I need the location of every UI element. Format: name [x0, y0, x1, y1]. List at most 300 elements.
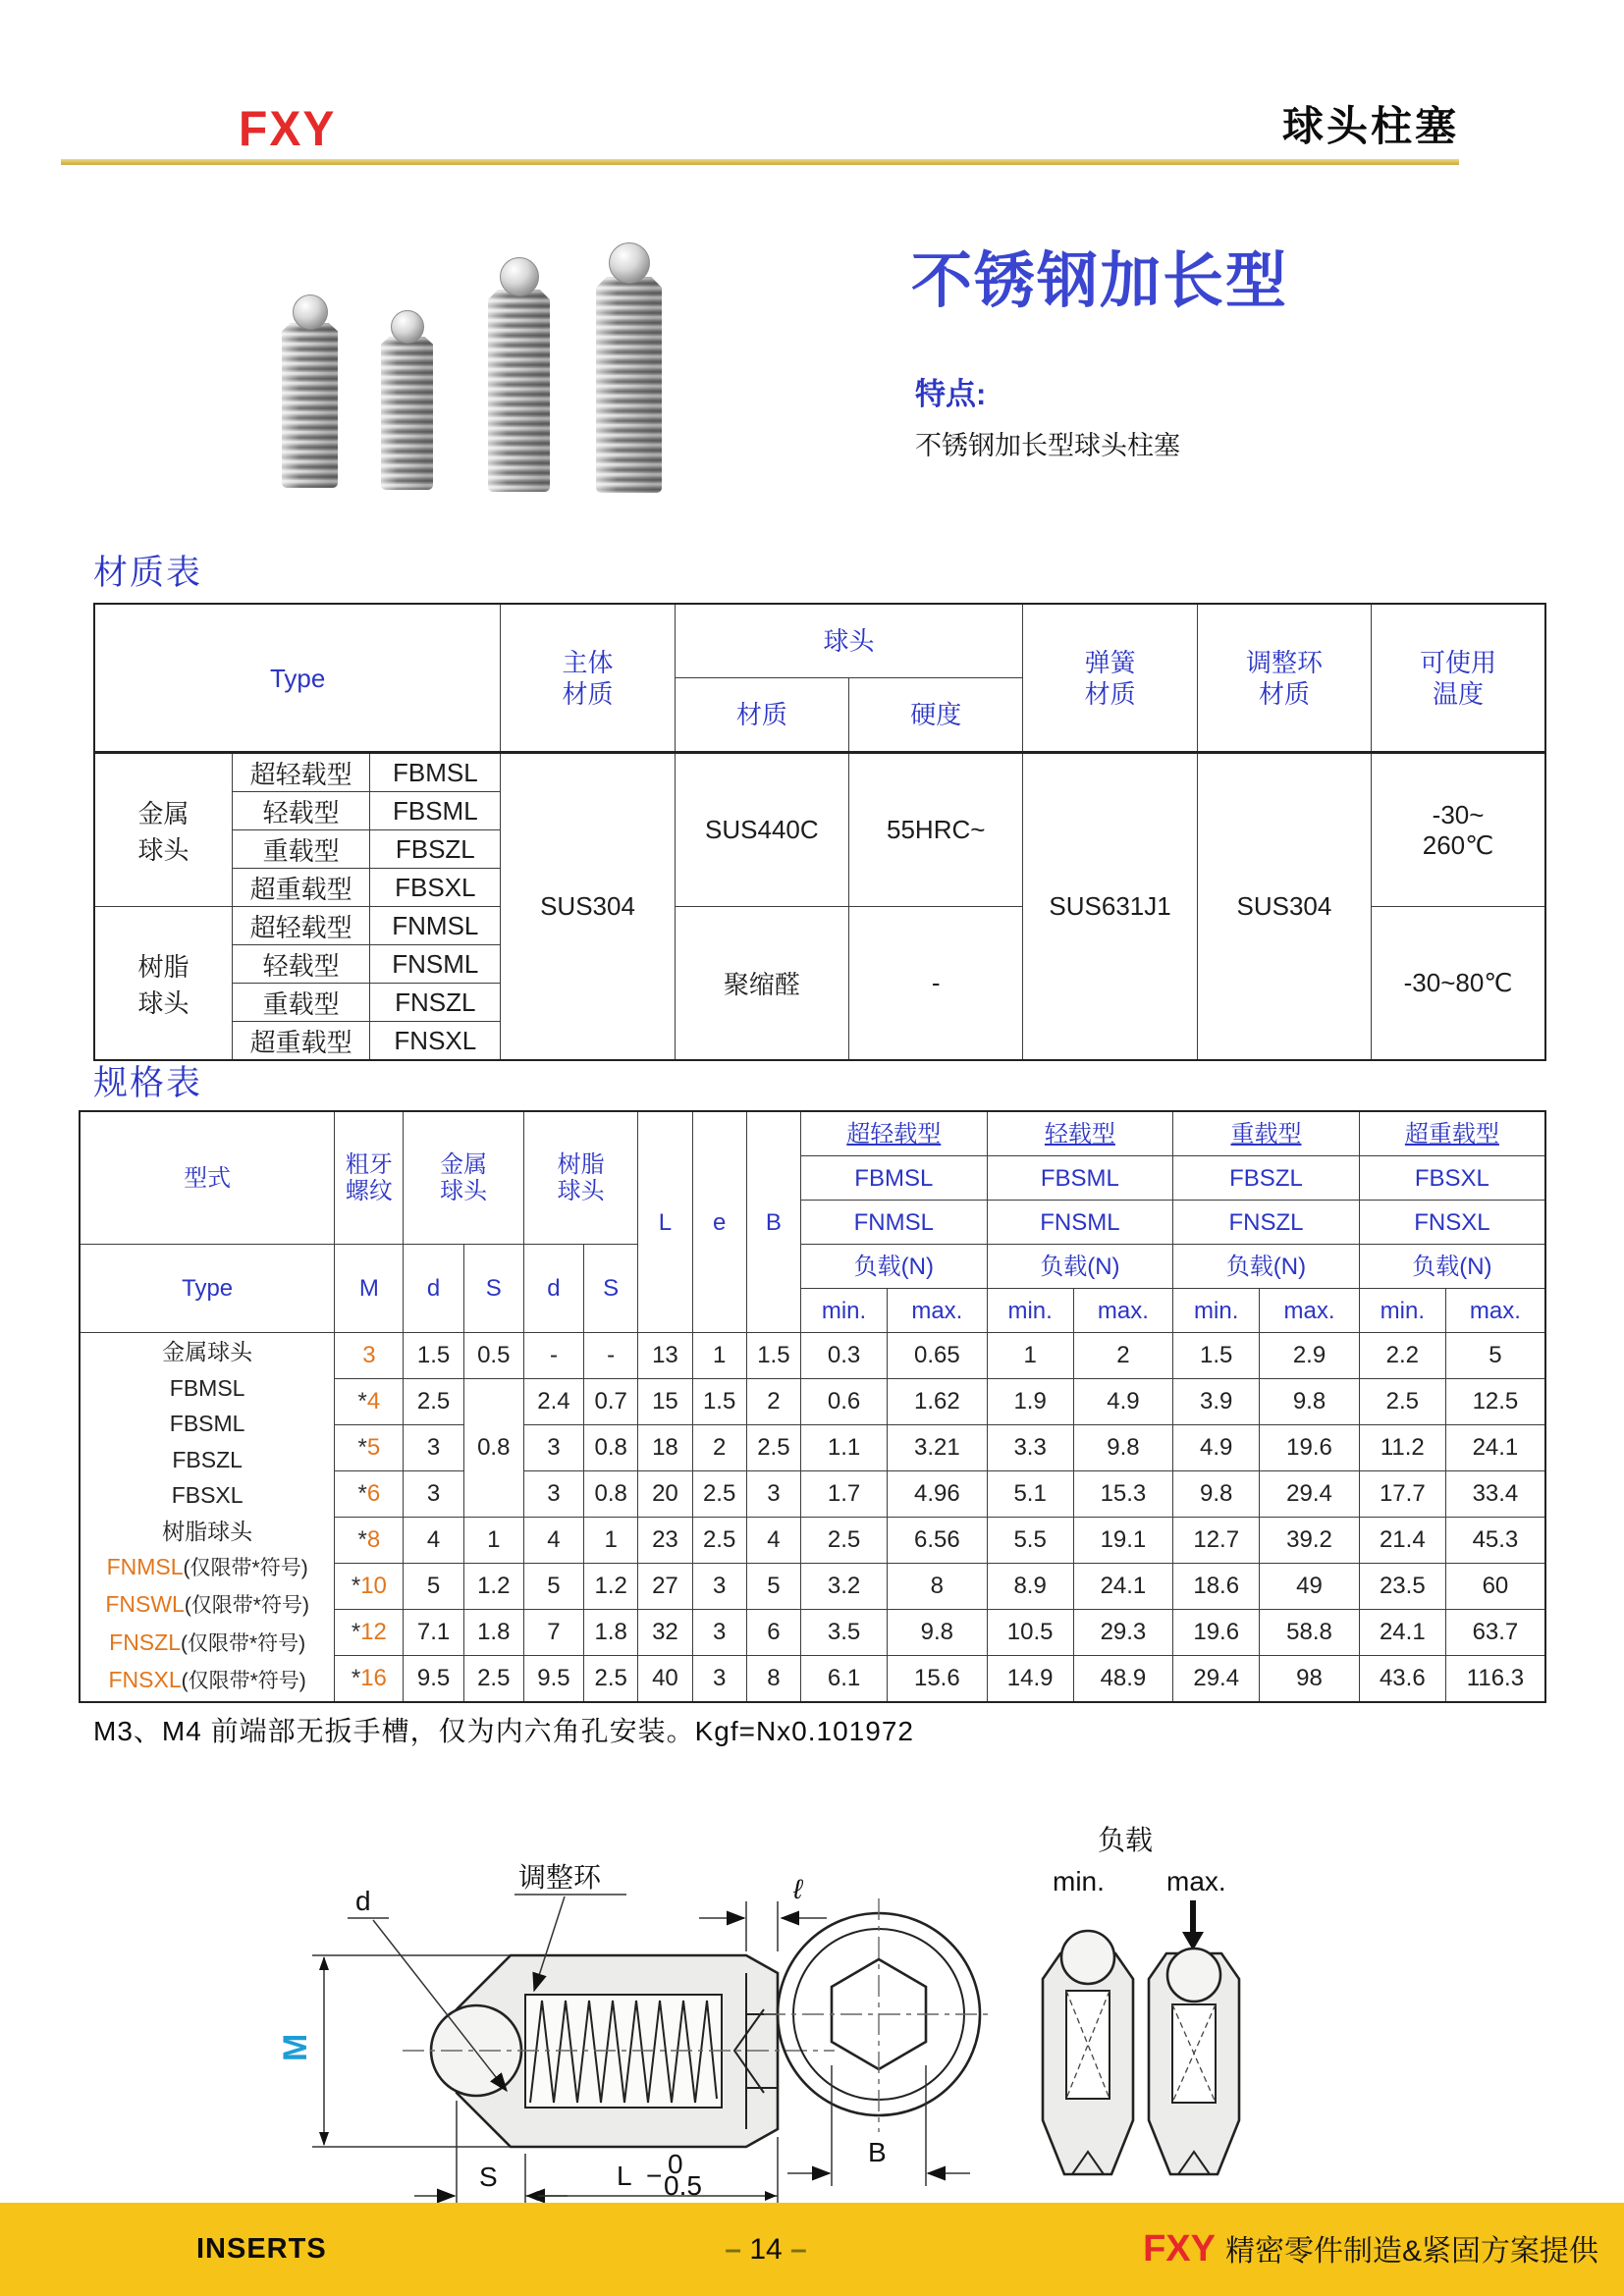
product-title: 不锈钢加长型 — [911, 247, 1289, 315]
cell: 6.1 — [801, 1656, 888, 1703]
label: 球头 — [557, 1178, 605, 1204]
cell: FNSZL — [370, 984, 501, 1022]
model-name: FNMSL — [106, 1553, 184, 1579]
header-cell-M: M — [335, 1245, 404, 1333]
header-cell-resin-ball — [523, 1111, 637, 1245]
header-cell-fn-model: FNSML — [987, 1201, 1173, 1245]
screw-ball — [500, 257, 539, 296]
cell: 3.5 — [801, 1610, 888, 1656]
header-cell-e: e — [692, 1111, 746, 1333]
label: FBSXL — [171, 1482, 244, 1509]
cell: 43.6 — [1359, 1656, 1445, 1703]
product-photo-screw-2 — [381, 310, 433, 490]
header-cell-metal-ball — [404, 1111, 523, 1245]
label — [81, 1549, 334, 1586]
label: 调整环 — [1245, 647, 1323, 677]
technical-drawing — [226, 1808, 1316, 2240]
cell: 19.6 — [1260, 1425, 1360, 1471]
cell: 60 — [1445, 1564, 1545, 1610]
cell: 18 — [638, 1425, 692, 1471]
cell: 24.1 — [1359, 1610, 1445, 1656]
m-value: 8 — [366, 1526, 381, 1553]
cell: 2.2 — [1359, 1333, 1445, 1379]
cell: 2.4 — [523, 1379, 583, 1425]
page-number-value: 14 — [749, 2233, 783, 2266]
cell: FBSZL — [370, 830, 501, 869]
cell: 116.3 — [1445, 1656, 1545, 1703]
label: 树脂 — [557, 1151, 605, 1178]
header-cell-temp — [1372, 604, 1545, 753]
cell: 2 — [1073, 1333, 1173, 1379]
cell: 23.5 — [1359, 1564, 1445, 1610]
cell: 18.6 — [1173, 1564, 1260, 1610]
cell: 0.65 — [888, 1333, 988, 1379]
label: 金属 — [440, 1151, 488, 1178]
cell: 29.3 — [1073, 1610, 1173, 1656]
cell-m — [335, 1518, 404, 1564]
model-name: FNSZL — [109, 1629, 181, 1655]
cell-ring-material: SUS304 — [1197, 753, 1371, 1061]
dash: – — [790, 2233, 807, 2266]
label: -30~ — [1432, 799, 1485, 829]
star-mark: * — [351, 1665, 361, 1691]
header-cell-load: 负载(N) — [987, 1245, 1173, 1289]
table-row — [80, 1333, 1545, 1379]
label: 球头 — [137, 834, 189, 865]
cell: 0.6 — [801, 1379, 888, 1425]
header-cell-spring — [1023, 604, 1197, 753]
header-cell-group-3: 重载型 — [1173, 1111, 1360, 1156]
model-note: (仅限带*符号) — [180, 1631, 306, 1655]
cell-ball-hardness-resin: - — [849, 907, 1023, 1061]
cell: - — [584, 1333, 638, 1379]
cell-body-material: SUS304 — [501, 753, 675, 1061]
cell: 1 — [463, 1518, 523, 1564]
header-cell-d: d — [523, 1245, 583, 1333]
cell: 17.7 — [1359, 1471, 1445, 1518]
cell: 5 — [523, 1564, 583, 1610]
m-value: 12 — [360, 1619, 387, 1645]
cell: 3 — [746, 1471, 800, 1518]
cell: - — [523, 1333, 583, 1379]
header-cell-min: min. — [801, 1289, 888, 1333]
cell-m — [335, 1333, 404, 1379]
spec-section-heading: 规格表 — [93, 1064, 203, 1102]
cell: 21.4 — [1359, 1518, 1445, 1564]
page-title: 球头柱塞 — [1281, 103, 1459, 149]
cell-type-list — [80, 1333, 335, 1703]
cell: 3 — [523, 1471, 583, 1518]
cell: 19.6 — [1173, 1610, 1260, 1656]
footer-category: INSERTS — [196, 2233, 327, 2265]
m-value: 4 — [366, 1388, 381, 1415]
header-cell-fb-model: FBSML — [987, 1156, 1173, 1201]
dim-tol-bottom: 0.5 — [664, 2170, 702, 2201]
cell: 2.5 — [1359, 1379, 1445, 1425]
star-mark: * — [357, 1526, 367, 1553]
cell: 重载型 — [232, 984, 369, 1022]
header-cell-min: min. — [1359, 1289, 1445, 1333]
cell: 15 — [638, 1379, 692, 1425]
dim-label-d: d — [355, 1886, 371, 1916]
cell: 0.8 — [584, 1425, 638, 1471]
model-note: (仅限带*符号) — [184, 1594, 309, 1618]
cell: 2 — [746, 1379, 800, 1425]
model-note: (仅限带*符号) — [183, 1556, 308, 1579]
cell: 15.3 — [1073, 1471, 1173, 1518]
cell: 5.1 — [987, 1471, 1073, 1518]
label: 材质 — [562, 678, 614, 709]
cell: 超重载型 — [232, 869, 369, 907]
header-cell-max: max. — [1073, 1289, 1173, 1333]
product-photo-screw-3 — [488, 257, 550, 492]
header-cell-thread — [335, 1111, 404, 1245]
header-cell-S: S — [463, 1245, 523, 1333]
cell: 24.1 — [1073, 1564, 1173, 1610]
cell: 2.5 — [801, 1518, 888, 1564]
cell: 12.7 — [1173, 1518, 1260, 1564]
cell: 超重载型 — [232, 1022, 369, 1061]
cell: 轻载型 — [232, 792, 369, 830]
label: 树脂 — [137, 951, 189, 982]
cell: 19.1 — [1073, 1518, 1173, 1564]
screw-body — [282, 323, 338, 488]
cell: 1 — [692, 1333, 746, 1379]
page-number — [687, 2203, 844, 2296]
header-cell-fb-model: FBSXL — [1359, 1156, 1545, 1201]
cell: 27 — [638, 1564, 692, 1610]
cell: FBSXL — [370, 869, 501, 907]
star-mark: * — [357, 1434, 367, 1461]
screw-ball — [391, 310, 424, 344]
header-divider — [61, 159, 1459, 165]
header-cell-type: Type — [94, 604, 501, 753]
cell: 4 — [523, 1518, 583, 1564]
cell: 8.9 — [987, 1564, 1073, 1610]
header-cell-load: 负载(N) — [1173, 1245, 1360, 1289]
spec-table — [79, 1110, 1546, 1703]
label: 温度 — [1433, 678, 1485, 709]
dim-label-B: B — [868, 2137, 887, 2167]
cell: 20 — [638, 1471, 692, 1518]
header-cell-group-1: 超轻载型 — [801, 1111, 988, 1156]
cell: FNMSL — [370, 907, 501, 945]
cell: 8 — [888, 1564, 988, 1610]
m-value: 10 — [360, 1573, 387, 1599]
label: 树脂球头 — [162, 1518, 253, 1544]
cell: 32 — [638, 1610, 692, 1656]
label: FBSZL — [172, 1446, 243, 1472]
screw-ball — [609, 242, 650, 284]
label: 螺纹 — [345, 1178, 393, 1204]
cell: 9.8 — [1173, 1471, 1260, 1518]
header-cell-type: Type — [80, 1245, 335, 1333]
cell: 1 — [584, 1518, 638, 1564]
cell: 15.6 — [888, 1656, 988, 1703]
model-name: FNSXL — [108, 1667, 182, 1693]
label: FBMSL — [169, 1374, 245, 1401]
cell: 98 — [1260, 1656, 1360, 1703]
cell-temp-metal — [1372, 753, 1545, 907]
cell: 4.96 — [888, 1471, 988, 1518]
cell: 13 — [638, 1333, 692, 1379]
cell-m — [335, 1656, 404, 1703]
cell: 5 — [404, 1564, 463, 1610]
cell: 14.9 — [987, 1656, 1073, 1703]
header-cell-S: S — [584, 1245, 638, 1333]
cell: 1.2 — [584, 1564, 638, 1610]
cell: 3.21 — [888, 1425, 988, 1471]
cell: 1.5 — [746, 1333, 800, 1379]
header-cell-max: max. — [888, 1289, 988, 1333]
cell: 1.1 — [801, 1425, 888, 1471]
screw-body — [381, 337, 433, 490]
cell: 3 — [523, 1425, 583, 1471]
dim-label-ell: ℓ — [793, 1874, 803, 1904]
cell-m — [335, 1471, 404, 1518]
cell: 24.1 — [1445, 1425, 1545, 1471]
star-mark: * — [351, 1619, 361, 1645]
header-cell-load: 负载(N) — [1359, 1245, 1545, 1289]
cell: 0.8 — [463, 1379, 523, 1518]
cell: 58.8 — [1260, 1610, 1360, 1656]
cell: 12.5 — [1445, 1379, 1545, 1425]
label: 弹簧 — [1084, 647, 1136, 677]
cell: 9.5 — [404, 1656, 463, 1703]
cell: 29.4 — [1173, 1656, 1260, 1703]
cell: 1.5 — [404, 1333, 463, 1379]
label: 材质 — [1084, 678, 1136, 709]
cell: 5.5 — [987, 1518, 1073, 1564]
cell: FBSML — [370, 792, 501, 830]
cell: 2.5 — [584, 1656, 638, 1703]
header-cell-group-2: 轻载型 — [987, 1111, 1173, 1156]
cell: 33.4 — [1445, 1471, 1545, 1518]
label: 材质 — [1258, 678, 1310, 709]
cell: 1.9 — [987, 1379, 1073, 1425]
cell: 2.9 — [1260, 1333, 1360, 1379]
cell: 40 — [638, 1656, 692, 1703]
cell: 3 — [692, 1656, 746, 1703]
cell: 29.4 — [1260, 1471, 1360, 1518]
cell: 3 — [692, 1564, 746, 1610]
cell: 11.2 — [1359, 1425, 1445, 1471]
cell-spring-material: SUS631J1 — [1023, 753, 1197, 1061]
cell: 2.5 — [404, 1379, 463, 1425]
cell: 3 — [404, 1471, 463, 1518]
footer-slogan: 精密零件制造&紧固方案提供 — [1224, 2235, 1598, 2268]
dim-label-S: S — [479, 2162, 498, 2192]
cell: 4 — [746, 1518, 800, 1564]
features-label: 特点: — [915, 377, 987, 411]
load-label: 负载 — [1098, 1825, 1154, 1855]
cell: 1.5 — [1173, 1333, 1260, 1379]
cell: 3.3 — [987, 1425, 1073, 1471]
dim-label-ring: 调整环 — [518, 1862, 602, 1893]
label — [81, 1586, 334, 1624]
cell: 2.5 — [746, 1425, 800, 1471]
label: 主体 — [562, 647, 614, 677]
label: 金属 — [137, 798, 189, 828]
cell: FNSXL — [370, 1022, 501, 1061]
cell: 超轻载型 — [232, 753, 369, 792]
dim-tol-top: 0 — [668, 2149, 683, 2179]
star-mark: * — [351, 1573, 361, 1599]
model-note: (仅限带*符号) — [181, 1670, 306, 1693]
cell: 6 — [746, 1610, 800, 1656]
header-cell-fn-model: FNSXL — [1359, 1201, 1545, 1245]
header-cell-L: L — [638, 1111, 692, 1333]
cell-category-metal — [94, 753, 232, 907]
dash: – — [725, 2233, 741, 2266]
cell-ball-material-metal: SUS440C — [675, 753, 848, 907]
footnote: M3、M4 前端部无扳手槽，仅为内六角孔安装。Kgf=Nx0.101972 — [93, 1716, 914, 1746]
header-cell-fb-model: FBMSL — [801, 1156, 988, 1201]
cell: 0.5 — [463, 1333, 523, 1379]
cell: 3 — [692, 1610, 746, 1656]
table-row — [94, 753, 1545, 792]
cell: 1.5 — [692, 1379, 746, 1425]
dim-label-L: L — [617, 2161, 632, 2191]
header-cell-min: min. — [987, 1289, 1073, 1333]
cell: 8 — [746, 1656, 800, 1703]
cell: 2.5 — [692, 1471, 746, 1518]
header-cell-load: 负载(N) — [801, 1245, 988, 1289]
cell: 3 — [404, 1425, 463, 1471]
load-max-label: max. — [1166, 1866, 1226, 1896]
cell: 3.9 — [1173, 1379, 1260, 1425]
cell-category-resin — [94, 907, 232, 1061]
label: FBSML — [169, 1411, 245, 1437]
footer-brand-logo: FXY — [1143, 2228, 1216, 2269]
cell: 5 — [746, 1564, 800, 1610]
m-value: 3 — [362, 1342, 376, 1368]
label: 可使用 — [1420, 647, 1497, 677]
star-mark: * — [357, 1388, 367, 1415]
material-table — [93, 603, 1546, 1061]
label: 260℃ — [1422, 829, 1494, 860]
header-cell-ball: 球头 — [675, 604, 1023, 678]
m-value: 5 — [366, 1434, 381, 1461]
label: 球头 — [440, 1178, 488, 1204]
cell-temp-resin: -30~80℃ — [1372, 907, 1545, 1061]
label — [81, 1625, 334, 1662]
header-cell-B: B — [746, 1111, 800, 1333]
cell-m — [335, 1610, 404, 1656]
header-cell-fn-model: FNMSL — [801, 1201, 988, 1245]
cell: 1.62 — [888, 1379, 988, 1425]
product-photo-screw-4 — [596, 242, 662, 493]
cell: 重载型 — [232, 830, 369, 869]
cell: 49 — [1260, 1564, 1360, 1610]
cell-m — [335, 1425, 404, 1471]
cell: 9.8 — [1260, 1379, 1360, 1425]
screw-ball — [293, 294, 328, 330]
material-section-heading: 材质表 — [93, 554, 203, 592]
cell: 轻载型 — [232, 945, 369, 984]
cell-ball-material-resin: 聚缩醛 — [675, 907, 848, 1061]
cell: 10.5 — [987, 1610, 1073, 1656]
cell: 3.2 — [801, 1564, 888, 1610]
header-cell-fb-model: FBSZL — [1173, 1156, 1360, 1201]
cell: 1.8 — [463, 1610, 523, 1656]
cell: 9.8 — [888, 1610, 988, 1656]
cell: 2.5 — [692, 1518, 746, 1564]
model-name: FNSWL — [105, 1591, 185, 1618]
cell: 0.8 — [584, 1471, 638, 1518]
cell: 1.8 — [584, 1610, 638, 1656]
features-text: 不锈钢加长型球头柱塞 — [915, 431, 1180, 460]
header-cell-ring — [1197, 604, 1371, 753]
m-value: 6 — [366, 1480, 381, 1507]
cell: 4 — [404, 1518, 463, 1564]
cell-m — [335, 1564, 404, 1610]
product-photo-screw-1 — [282, 294, 338, 488]
cell-m — [335, 1379, 404, 1425]
header-cell-group-4: 超重载型 — [1359, 1111, 1545, 1156]
label — [81, 1662, 334, 1699]
brand-logo: FXY — [239, 101, 337, 157]
cell: 6.56 — [888, 1518, 988, 1564]
screw-body — [488, 290, 550, 492]
load-diagram-min — [1043, 1931, 1133, 2174]
cell: 63.7 — [1445, 1610, 1545, 1656]
star-mark: * — [357, 1480, 367, 1507]
cell: 2 — [692, 1425, 746, 1471]
cell: 23 — [638, 1518, 692, 1564]
cell: FBMSL — [370, 753, 501, 792]
load-diagram-max — [1149, 1949, 1239, 2174]
m-value: 16 — [360, 1665, 387, 1691]
cell: 39.2 — [1260, 1518, 1360, 1564]
cell: 0.3 — [801, 1333, 888, 1379]
header-cell-fn-model: FNSZL — [1173, 1201, 1360, 1245]
header-cell-max: max. — [1445, 1289, 1545, 1333]
cell: 5 — [1445, 1333, 1545, 1379]
cell: 7.1 — [404, 1610, 463, 1656]
header-cell-ball-hardness: 硬度 — [849, 678, 1023, 753]
cell: 9.8 — [1073, 1425, 1173, 1471]
label: 粗牙 — [345, 1151, 393, 1178]
header-cell-min: min. — [1173, 1289, 1260, 1333]
cell: FNSML — [370, 945, 501, 984]
header-cell-body-material — [501, 604, 675, 753]
header-cell-max: max. — [1260, 1289, 1360, 1333]
dim-label-M: M — [277, 2033, 314, 2061]
header-cell-d: d — [404, 1245, 463, 1333]
cell: 45.3 — [1445, 1518, 1545, 1564]
dim-tol-minus: − — [646, 2161, 663, 2191]
cell-ball-hardness-metal: 55HRC~ — [849, 753, 1023, 907]
footer-brand-area — [1143, 2203, 1598, 2296]
load-min-label: min. — [1053, 1866, 1105, 1896]
cell: 1.2 — [463, 1564, 523, 1610]
cell: 4.9 — [1073, 1379, 1173, 1425]
cell: 7 — [523, 1610, 583, 1656]
cell: 0.7 — [584, 1379, 638, 1425]
header-cell-model: 型式 — [80, 1111, 335, 1245]
header-cell-ball-material: 材质 — [675, 678, 848, 753]
cell: 超轻载型 — [232, 907, 369, 945]
cell: 4.9 — [1173, 1425, 1260, 1471]
screw-body — [596, 277, 662, 493]
cell: 48.9 — [1073, 1656, 1173, 1703]
cell: 2.5 — [463, 1656, 523, 1703]
cell: 1.7 — [801, 1471, 888, 1518]
cell: 9.5 — [523, 1656, 583, 1703]
label: 球头 — [137, 988, 189, 1018]
cell: 1 — [987, 1333, 1073, 1379]
